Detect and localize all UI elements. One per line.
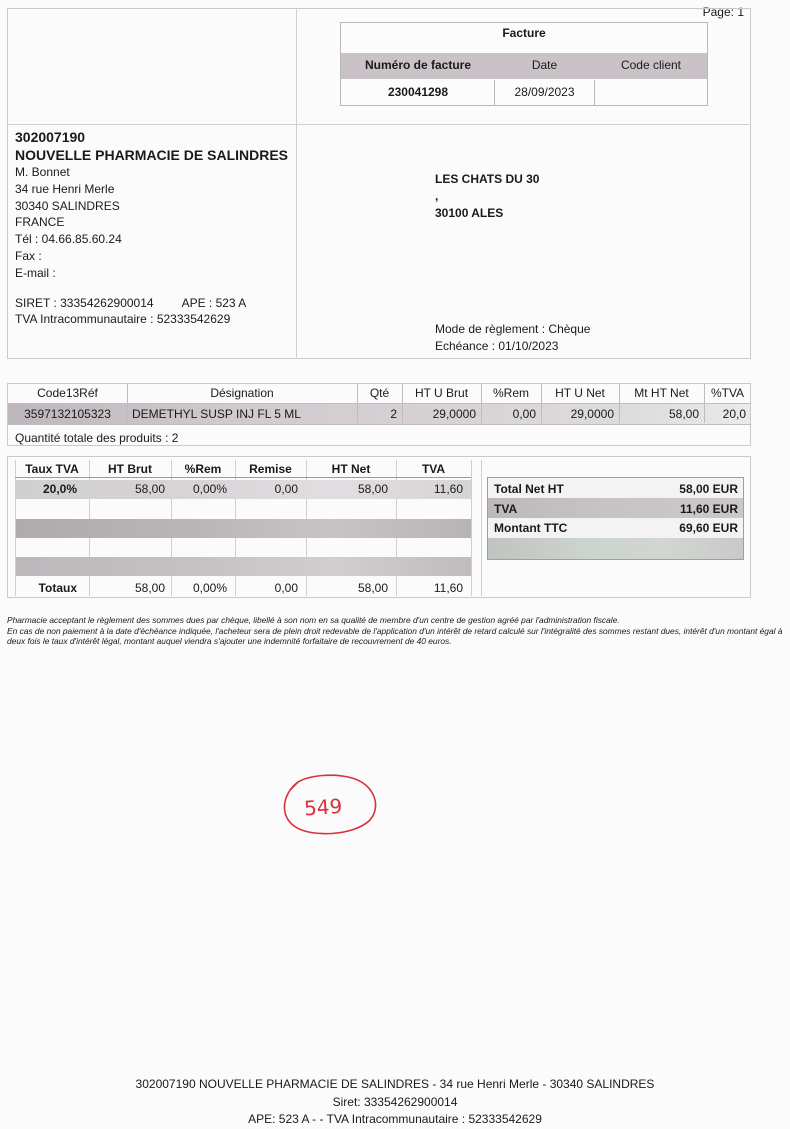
- invoice-date: 28/09/2023: [514, 85, 575, 99]
- total-tva-value: 11,60 EUR: [679, 502, 738, 516]
- vat-rem: 0,00%: [192, 482, 227, 496]
- handwritten-number: 549: [303, 793, 344, 821]
- seller-name: NOUVELLE PHARMACIE DE SALINDRES: [15, 147, 289, 163]
- column-header-mt-ht-net: Mt HT Net: [634, 386, 689, 400]
- column-header-qty: Qté: [369, 386, 390, 400]
- seller-vat-number: TVA Intracommunautaire : 52333542629: [15, 312, 231, 327]
- vat-amount: 11,60: [433, 482, 463, 496]
- column-header-ht-u-brut: HT U Brut: [414, 386, 469, 400]
- seller-ape: APE : 523 A: [181, 295, 247, 310]
- total-quantity: Quantité totale des produits : 2: [15, 431, 179, 445]
- total-ttc-label: Montant TTC: [494, 521, 568, 535]
- vat-total-ht-net: 58,00: [357, 581, 388, 595]
- column-header-ht-u-net: HT U Net: [555, 386, 605, 400]
- table-row-band: [16, 519, 471, 538]
- totals-row: [488, 538, 743, 559]
- seller-email: E-mail :: [15, 265, 56, 280]
- vat-rate: 20,0%: [42, 482, 77, 496]
- header-divider: [7, 124, 751, 125]
- vat-header-tva: TVA: [421, 462, 446, 476]
- column-separator: [471, 460, 472, 596]
- client-name: LES CHATS DU 30: [435, 172, 540, 186]
- column-header-code: Code13Réf: [37, 386, 98, 400]
- vat-ht-net: 58,00: [357, 482, 388, 496]
- seller-contact: M. Bonnet: [15, 165, 70, 179]
- column-header-rem: %Rem: [492, 386, 529, 400]
- vat-total-rem: 0,00%: [192, 581, 227, 595]
- vat-total-amount: 11,60: [433, 581, 463, 595]
- vat-remise: 0,00: [274, 482, 298, 496]
- client-address-line: ,: [435, 189, 439, 203]
- table-rule: [15, 477, 471, 478]
- payment-due-date: Echéance : 01/10/2023: [435, 339, 559, 353]
- total-tva-label: TVA: [494, 502, 518, 516]
- row-mt-ht-net: 58,00: [668, 407, 699, 421]
- row-ht-u-brut: 29,0000: [432, 407, 476, 421]
- column-header-tva: %TVA: [710, 386, 745, 400]
- page-number: Page: 1: [702, 5, 744, 19]
- total-ttc-value: 69,60 EUR: [679, 521, 738, 535]
- legal-notice-line: Pharmacie acceptant le règlement des sommes dues par chèque, libellé à son nom en sa qualité de membre d'un centre de gestion agréé par l'administration fiscale.: [7, 615, 620, 625]
- row-code: 3597132105323: [24, 407, 111, 421]
- footer-siret: Siret: 33354262900014: [332, 1095, 458, 1109]
- row-tva: 20,0: [722, 407, 746, 421]
- footer-address: 302007190 NOUVELLE PHARMACIE DE SALINDRES - 34 rue Henri Merle - 30340 SALINDRES: [135, 1077, 655, 1091]
- legal-notice-line: En cas de non paiement à la date d'échéance indiquée, l'acheteur sera de plein droit redevable de l'application d'un intérêt de retard calculé sur l'intégralité des sommes restant dues, intérêt d'un montant égal à deux fois le taux d'intérêt légal, montant auquel viendra s'ajouter une indemnité forfaitaire de recouvrement de 40 euros.: [7, 625, 783, 647]
- row-qty: 2: [390, 407, 397, 421]
- vat-header-remise: Remise: [249, 462, 292, 476]
- vat-header-ht-brut: HT Brut: [108, 462, 152, 476]
- vat-header-ht-net: HT Net: [331, 462, 371, 476]
- header-divider: [296, 8, 297, 359]
- invoice-number: 230041298: [387, 85, 449, 99]
- total-net-value: 58,00 EUR: [679, 482, 738, 496]
- row-designation: DEMETHYL SUSP INJ FL 5 ML: [132, 407, 301, 421]
- client-city: 30100 ALES: [435, 206, 504, 220]
- row-ht-u-net: 29,0000: [570, 407, 614, 421]
- total-net-label: Total Net HT: [494, 482, 564, 496]
- seller-phone: Tél : 04.66.85.60.24: [15, 232, 122, 247]
- table-row-band: [16, 557, 471, 576]
- vat-total-remise: 0,00: [274, 581, 298, 595]
- vat-total-ht-brut: 58,00: [134, 581, 165, 595]
- seller-block: [15, 128, 288, 328]
- table-rule: [7, 424, 751, 425]
- vat-header-rem: %Rem: [184, 462, 222, 476]
- client-address: [435, 171, 539, 222]
- legal-notice: [7, 615, 783, 647]
- seller-fax: Fax :: [15, 248, 42, 263]
- cell-separator: [594, 80, 595, 105]
- handwritten-number-circle: [276, 770, 380, 838]
- seller-street: 34 rue Henri Merle: [15, 181, 115, 196]
- vat-totals-label: Totaux: [38, 581, 77, 595]
- seller-siret-line: [15, 295, 288, 312]
- invoice-title: Facture: [502, 26, 546, 40]
- vat-ht-brut: 58,00: [134, 482, 165, 496]
- seller-code: 302007190: [15, 129, 86, 145]
- vat-header-rate: Taux TVA: [25, 462, 79, 476]
- row-rem: 0,00: [512, 407, 536, 421]
- invoice-date-header: Date: [531, 58, 558, 72]
- invoice-number-header: Numéro de facture: [364, 58, 472, 72]
- seller-city: 30340 SALINDRES: [15, 198, 120, 213]
- payment-info: [435, 321, 590, 355]
- footer-vat: APE: 523 A - - TVA Intracommunautaire : 52333542629: [248, 1112, 542, 1126]
- seller-siret: SIRET : 33354262900014: [15, 295, 154, 310]
- client-code-header: Code client: [620, 58, 682, 72]
- payment-mode: Mode de règlement : Chèque: [435, 322, 591, 336]
- seller-country: FRANCE: [15, 215, 65, 230]
- column-header-designation: Désignation: [210, 386, 274, 400]
